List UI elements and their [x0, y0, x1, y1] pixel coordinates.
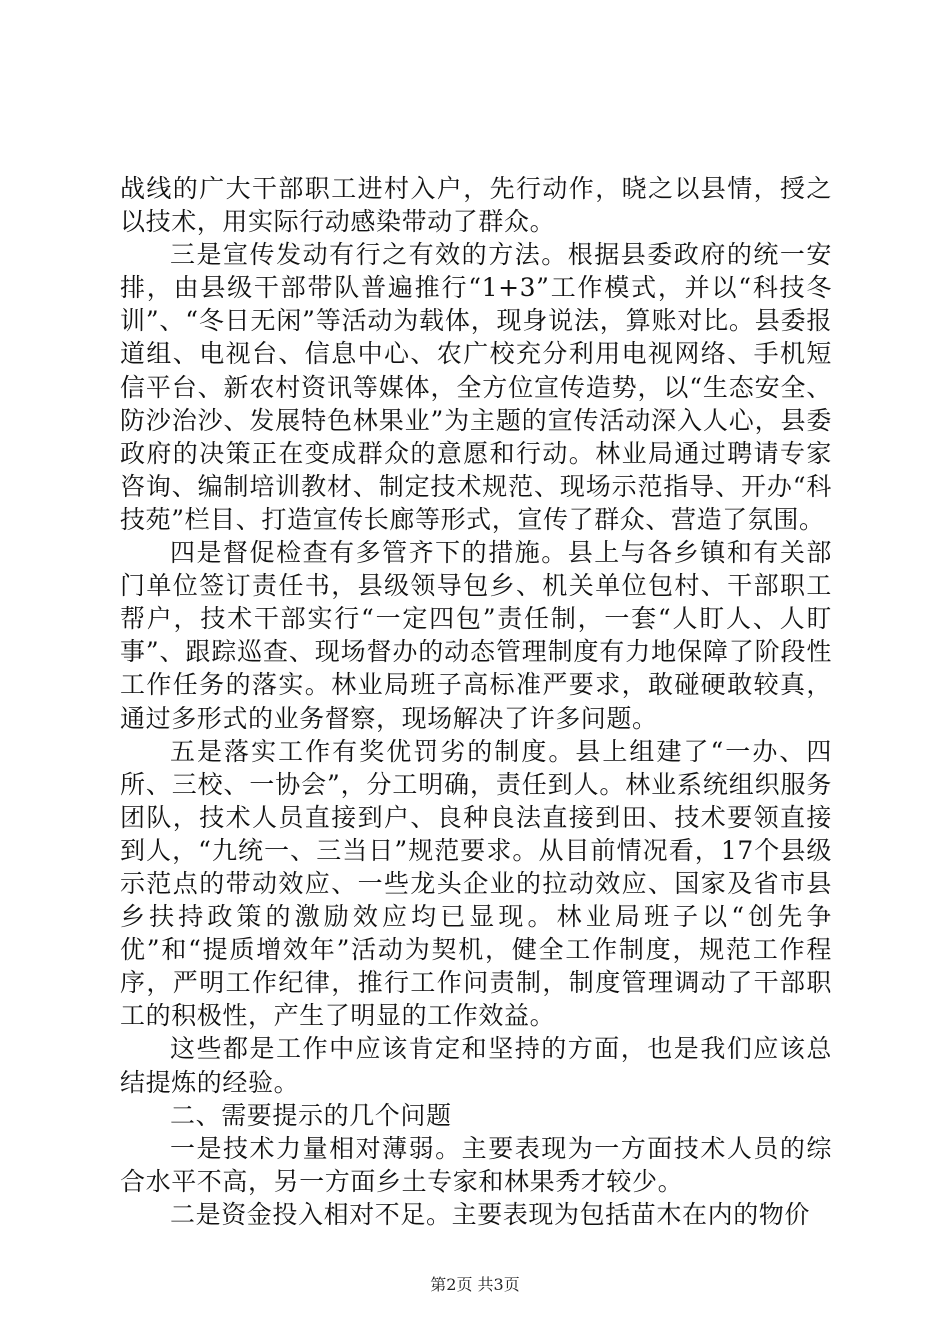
page-footer — [0, 1275, 950, 1295]
paragraph-3: 四是督促检查有多管齐下的措施。县上与各乡镇和有关部门单位签订责任书，县级领导包乡、机关单位包村、干部职工帮户，技术干部实行“一定四包”责任制，一套“人盯人、人盯事”、跟踪巡查、现场督办的动态管理制度有力地保障了阶段性工作任务的落实。林业局班子高标准严要求，敢碰硬敢较真，通过多形式的业务督察，现场解决了许多问题。 — [120, 538, 832, 733]
paragraph-7: 二是资金投入相对不足。主要表现为包括苗木在内的物价 — [170, 1199, 811, 1229]
paragraph-1: 战线的广大干部职工进村入户，先行动作，晓之以县情，授之以技术，用实际行动感染带动了群众。 — [120, 174, 832, 237]
page-number: 第2页 共3页 — [430, 1275, 520, 1294]
paragraph-2: 三是宣传发动有行之有效的方法。根据县委政府的统一安排，由县级干部带队普遍推行“1+3”工作模式，并以“科技冬训”、“冬日无闲”等活动为载体，现身说法，算账对比。县委报道组、电视台、信息中心、农广校充分利用电视网络、手机短信平台、新农村资讯等媒体，全方位宣传造势，以“生态安全、防沙治沙、发展特色林果业”为主题的宣传活动深入人心，县委政府的决策正在变成群众的意愿和行动。林业局通过聘请专家咨询、编制培训教材、制定技术规范、现场示范指导、开办“科技苑”栏目、打造宣传长廊等形式，宣传了群众、营造了氛围。 — [120, 240, 832, 534]
paragraph-4: 五是落实工作有奖优罚劣的制度。县上组建了“一办、四所、三校、一协会”，分工明确，责任到人。林业系统组织服务团队，技术人员直接到户、良种良法直接到田、技术要领直接到人，“九统一、三当日”规范要求。从目前情况看，17个县级示范点的带动效应、一些龙头企业的拉动效应、国家及省市县乡扶持政策的激励效应均已显现。林业局班子以“创先争优”和“提质增效年”活动为契机，健全工作制度，规范工作程序，严明工作纪律，推行工作问责制，制度管理调动了干部职工的积极性，产生了明显的工作效益。 — [120, 736, 832, 1031]
paragraph-5: 这些都是工作中应该肯定和坚持的方面，也是我们应该总结提炼的经验。 — [120, 1034, 832, 1097]
paragraph-6: 一是技术力量相对薄弱。主要表现为一方面技术人员的综合水平不高，另一方面乡土专家和林果秀才较少。 — [120, 1133, 832, 1196]
document-body — [120, 172, 832, 1231]
section-heading: 二、需要提示的几个问题 — [170, 1100, 452, 1130]
